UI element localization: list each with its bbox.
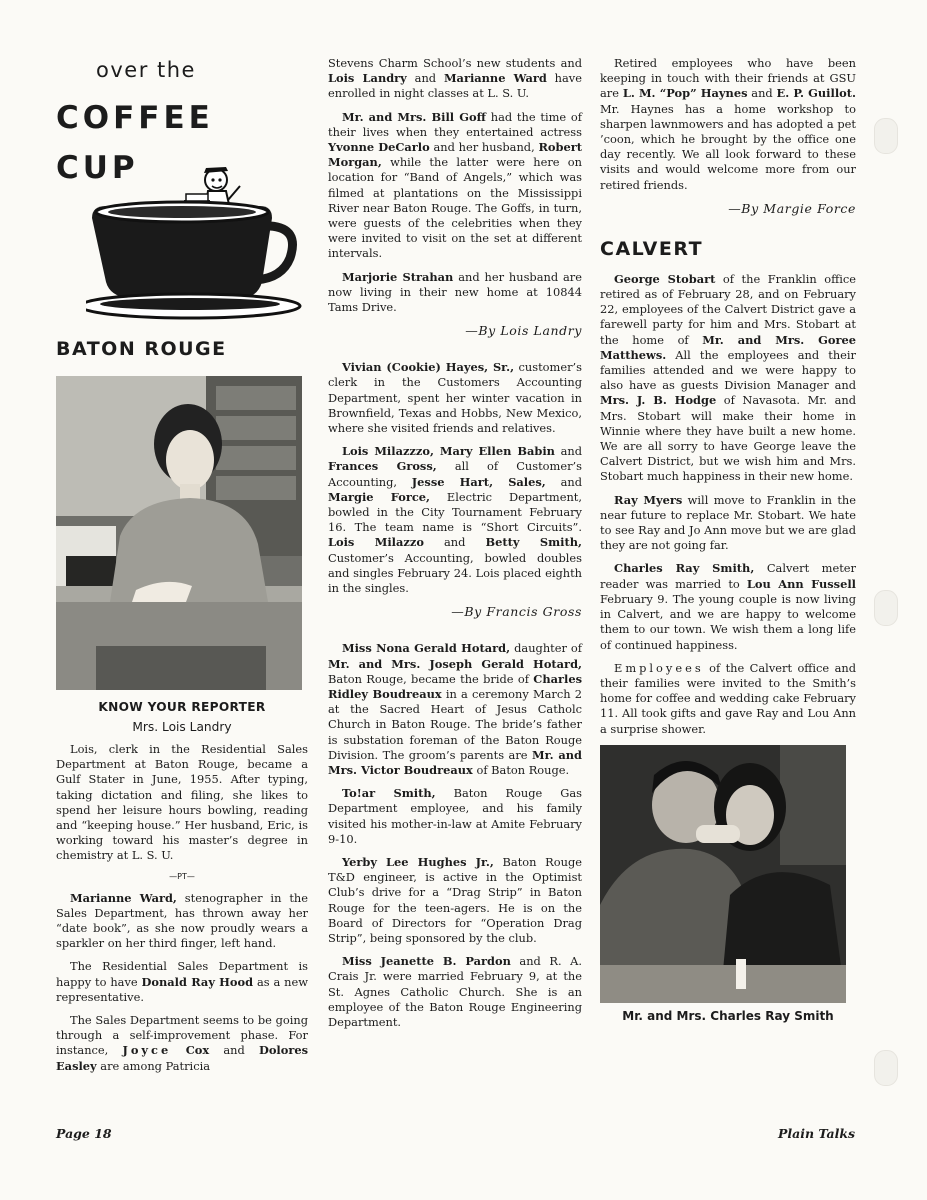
publication-name: Plain Talks [778,1126,856,1141]
article-marianne-ward: Marianne Ward, stenographer in the Sales Department, has thrown away her “date book”, as she now proudly wears a sparkler on her third finger, left hand. [56,890,308,951]
coffee-cup-logo [56,56,308,324]
column-right [600,56,856,1023]
byline-francis-gross: —By Francis Gross [451,604,582,620]
article-calvert-shower: Employees of the Calvert office and their families were invited to the Smith’s home for coffee and wedding cake February 11. All took gifts and gave Ray and Lou Ann a surprise shower. [600,660,856,736]
byline-lois-landry: —By Lois Landry [465,323,582,339]
reporter-bio: Lois, clerk in the Residential Sales Department at Baton Rouge, became a Gulf Stater in June, 1955. After typing, taking dictation and filing, she likes to spend her leisure hours bowling, reading and “keeping house.” Her husband, Eric, is working toward his master’s degree in chemistry at L. S. U. [56,742,308,863]
logo-coffee: COFFEE [56,100,214,136]
article-stobart: George Stobart of the Franklin office retired as of February 28, and on February 22, employees of the Calvert District gave a farewell party for him and Mrs. Stobart at the home of Mr. and Mrs. Goree Matthews. All the employees and their families attended and we were happy to also have as guests Division Manager and Mrs. J. B. Hodge of Navasota. Mr. and Mrs. Stobart will make their home in Winnie where they have built a new home. We are all sorry to have George leave the Calvert District, but we wish him and Mrs. Stobart much happiness in their new home. [600,271,856,484]
article-smith-wedding: Charles Ray Smith, Calvert meter reader was married to Lou Ann Fussell February 9. The young couple is now living in Calvert, and we are happy to welcome them to our town. We wish them a long life of continued happiness. [600,561,856,652]
know-your-reporter-heading: KNOW YOUR REPORTER [98,700,266,714]
page-number: Page 18 [56,1126,112,1141]
smith-couple-photo-illustration [600,745,846,1003]
smith-couple-photo [600,745,846,1003]
separator: —PT— [169,871,195,881]
logo-over-the: over the [96,58,196,82]
article-hotard-wedding: Miss Nona Gerald Hotard, daughter of Mr. and Mrs. Joseph Gerald Hotard, Baton Rouge, became the bride of Charles Ridley Boudreaux in a ceremony March 2 at the Sacred Heart of Jesus Catholc Church in Baton Rouge. The bride’s father is substation foreman of the Baton Rouge Division. The groom’s parents are Mr. and Mrs. Victor Boudreaux of Baton Rouge. [328,641,582,777]
article-strahan: Marjorie Strahan and her husband are now living in their new home at 10844 Tams Drive. [328,269,582,315]
punch-hole [874,590,898,626]
article-pardon: Miss Jeanette B. Pardon and R. A. Crais Jr. were married February 9, at the St. Agnes Catholic Church. She is an employee of the Baton Rouge Engineering Department. [328,954,582,1029]
punch-hole [874,118,898,154]
section-heading-baton-rouge: BATON ROUGE [56,338,227,360]
punch-hole [874,1050,898,1086]
article-hughes: Yerby Lee Hughes Jr., Baton Rouge T&D engineer, is active in the Optimist Club’s drive for a “Drag Strip” in Baton Rouge for the teen-agers. He is on the Board of Directors for “Operation Drag Strip”, being sponsored by the club. [328,854,582,945]
article-hayes: Vivian (Cookie) Hayes, Sr., customer’s clerk in the Customers Accounting Department, spent her winter vacation in Brownfield, Texas and Hobbs, New Mexico, where she visited friends and relatives. [328,360,582,436]
article-retired-employees: Retired employees who have been keeping in touch with their friends at GSU are L. M. “Pop” Haynes and E. P. Guillot. Mr. Haynes has a home workshop to sharpen lawnmowers and has adopted a pet ’coon, which he brought by the office one day recently. We all look forward to these visits and would welcome more from our retired friends. [600,56,856,192]
smith-photo-caption: Mr. and Mrs. Charles Ray Smith [622,1008,834,1023]
column-left [56,56,308,1082]
reporter-photo [56,376,302,690]
article-charm-school: Stevens Charm School’s new students and Lois Landry and Marianne Ward have enrolled in night classes at L. S. U. [328,56,582,101]
coffee-cup-illustration [86,156,306,326]
article-bowling: Lois Milazzzo, Mary Ellen Babin and Frances Gross, all of Customer’s Accounting, Jesse Hart, Sales, and Margie Force, Electric Department, bowled in the City Tournament February 16. The team name is “Short Circuits”. Lois Milazzo and Betty Smith, Customer’s Accounting, bowled doubles and singles February 24. Lois placed eighth in the singles. [328,444,582,596]
column-middle [328,56,582,1038]
article-goff: Mr. and Mrs. Bill Goff had the time of their lives when they entertained actress Yvonne DeCarlo and her husband, Robert Morgan, while the latter were here on location for “Band of Angels,” which was filmed at plantations on the Mississippi River near Baton Rouge. The Goffs, in turn, were guests of the celebrities when they were invited to visit on the set at different intervals. [328,109,582,261]
article-self-improvement: The Sales Department seems to be going through a self-improvement phase. For instance, Joyce Cox and Dolores Easley are among Patricia [56,1013,308,1073]
byline-margie-force: —By Margie Force [728,200,856,216]
section-heading-calvert: CALVERT [600,237,704,260]
article-donald-hood: The Residential Sales Department is happy to have Donald Ray Hood as a new representative. [56,959,309,1004]
reporter-name: Mrs. Lois Landry [132,720,232,734]
reporter-photo-illustration [56,376,302,690]
article-myers: Ray Myers will move to Franklin in the near future to replace Mr. Stobart. We hate to see Ray and Jo Ann move but we are glad they are not going far. [600,492,856,553]
logo-cup: CUP [56,150,139,186]
article-tolar-smith: To!ar Smith, Baton Rouge Gas Department employee, and his family visited his mother-in-law at Amite February 9-10. [328,786,582,846]
